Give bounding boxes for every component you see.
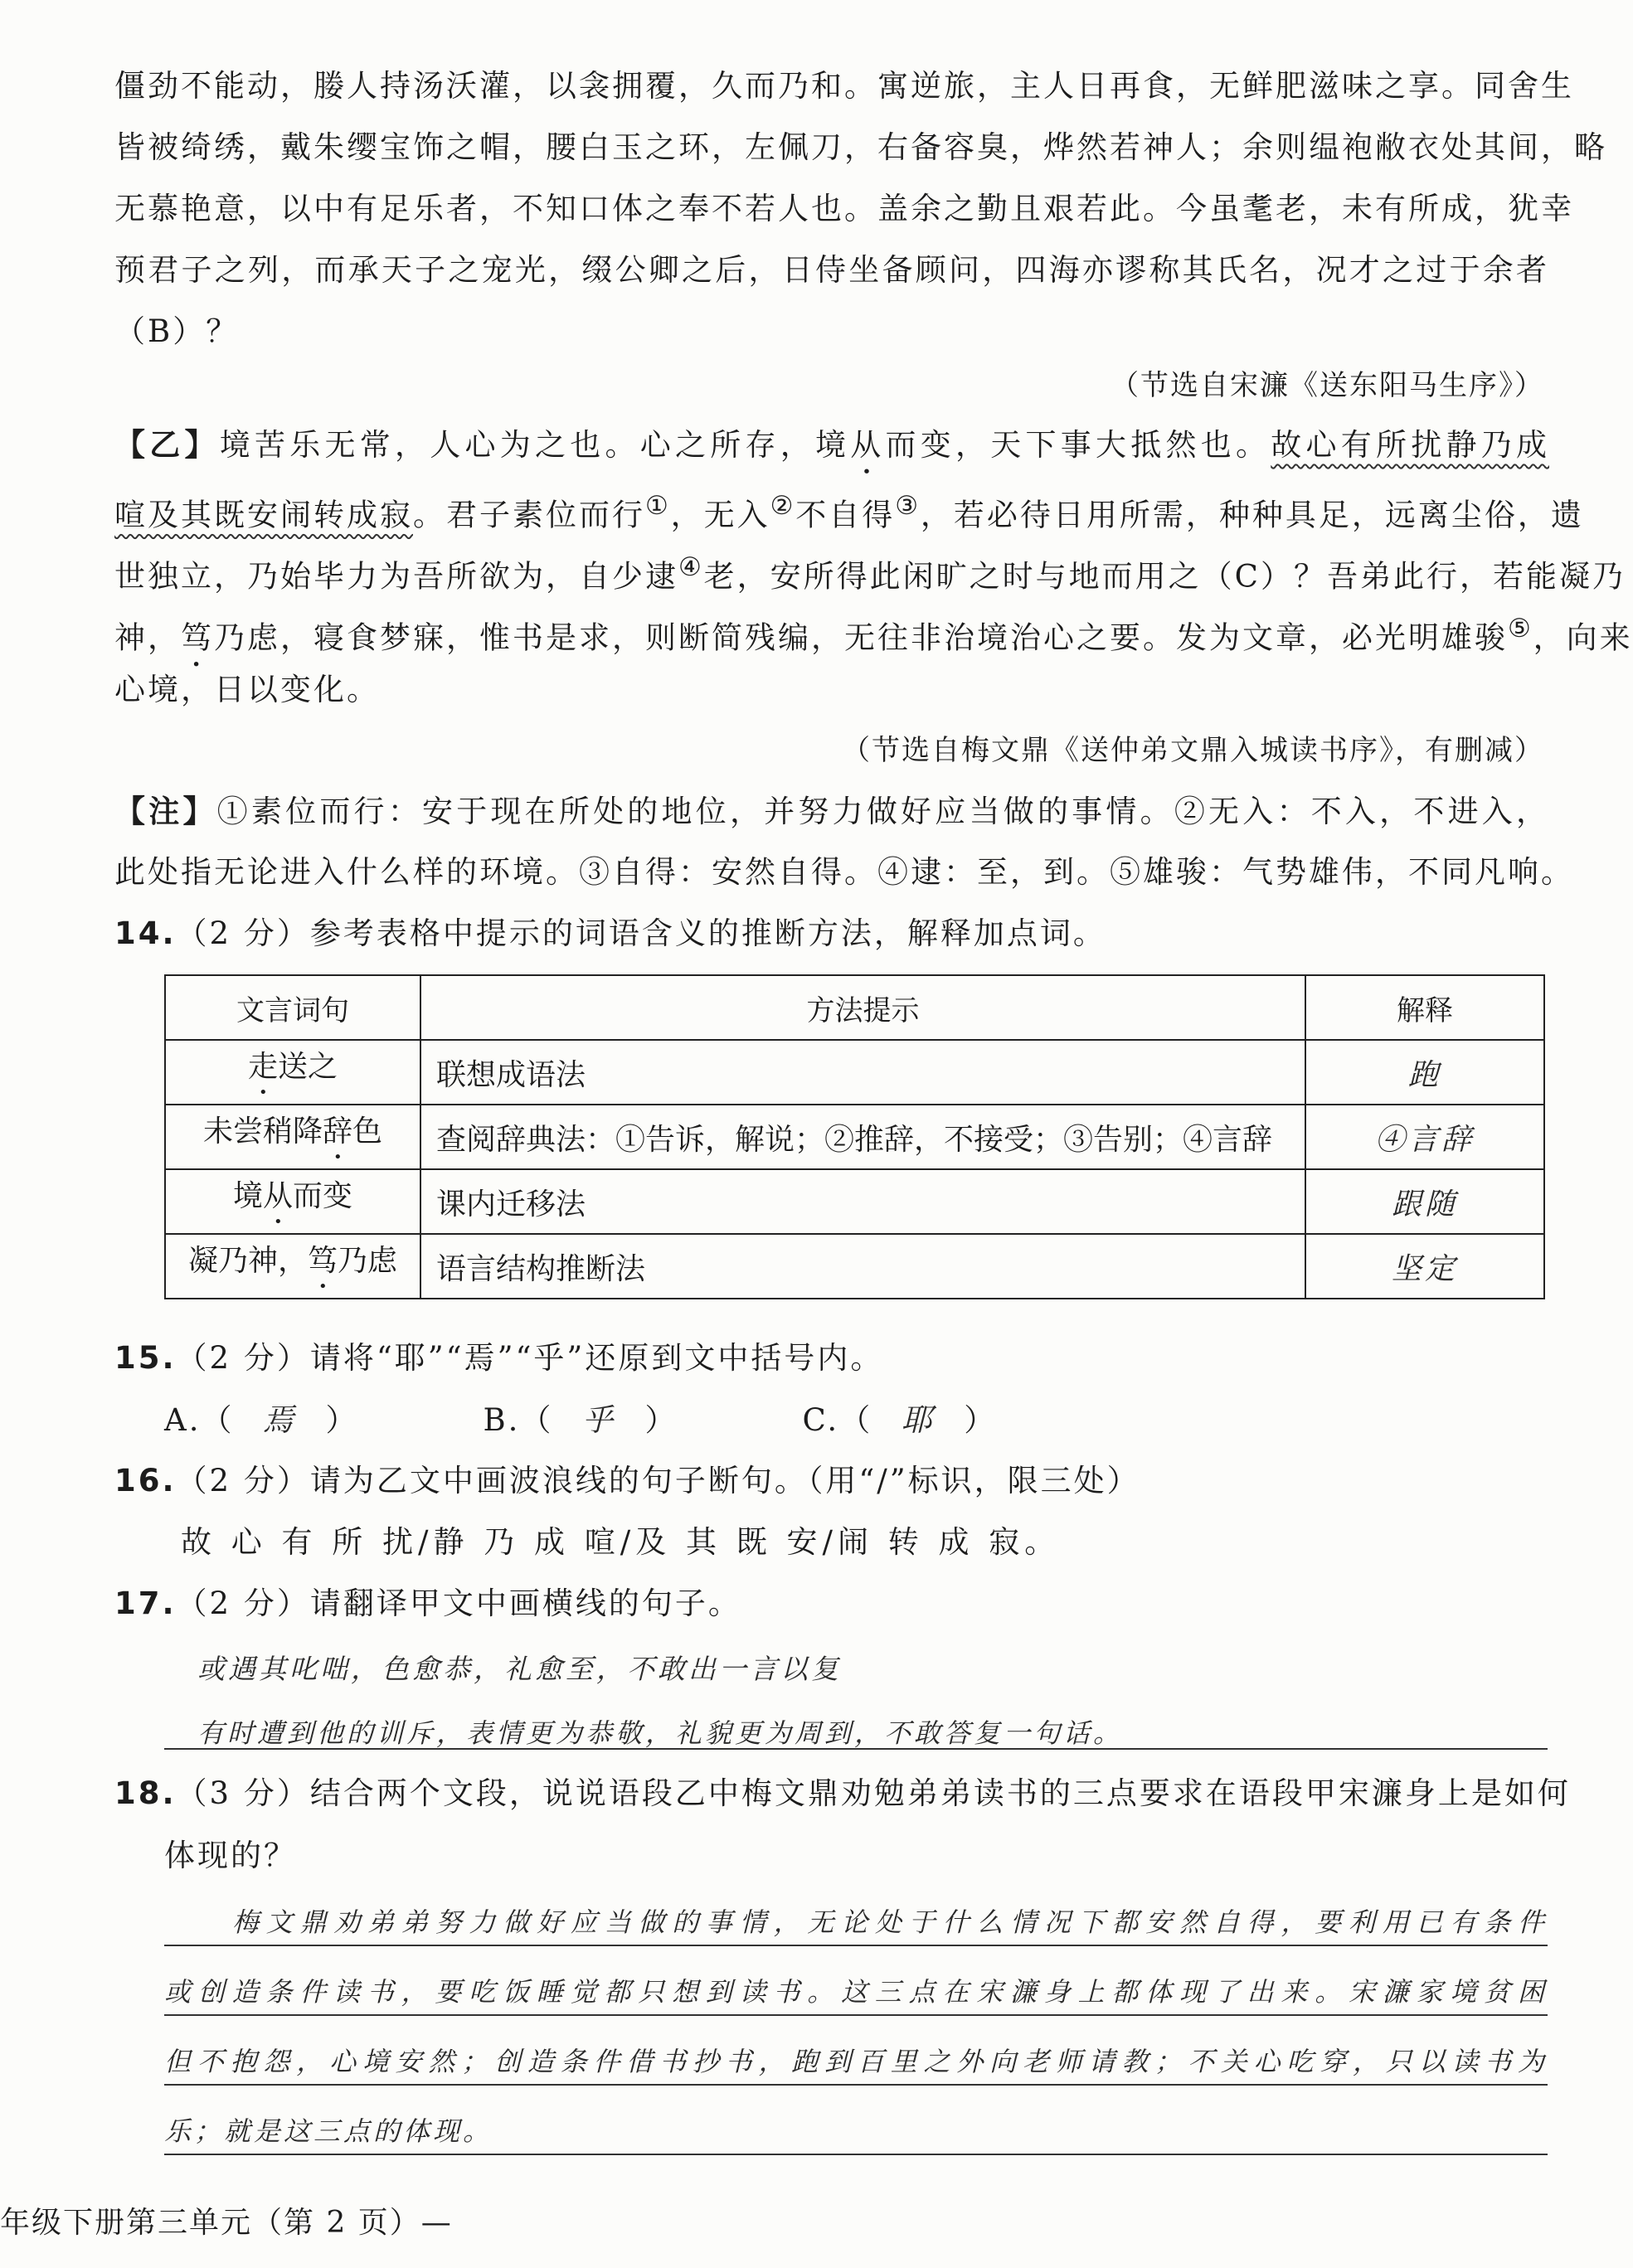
passage-yi-text: ，若必待日用所需，种种具足，远离尘俗，遗 <box>920 497 1584 533</box>
passage-yi-text: 神， <box>114 619 181 656</box>
q16-answer[interactable]: 故 心 有 所 扰/静 乃 成 喧/及 其 既 安/闹 转 成 寂。 <box>181 1524 1061 1560</box>
table-header-cell: 文言词句 <box>165 975 420 1040</box>
footnote-marker-4: ④ <box>678 552 704 582</box>
dotted-char: 笃 <box>307 1244 338 1278</box>
notes-line-1 <box>114 788 1549 835</box>
passage-yi-label: 【乙】 <box>114 426 220 463</box>
passage-yi-text: 老，安所得此闲旷之时与地而用之（C）？吾弟此行，若能凝乃 <box>703 558 1626 595</box>
passage-jia-line-4: 预君子之列，而承天子之宠光，缀公卿之后，日侍坐备顾问，四海亦谬称其氏名，况才之过于余者 <box>114 252 1549 288</box>
dotted-char: 走 <box>247 1050 278 1084</box>
phrase-text: 而变 <box>293 1179 353 1213</box>
answer-rule <box>164 2154 1548 2155</box>
passage-yi-line-5: 心境，日以变化。 <box>114 672 380 707</box>
passage-yi-text: 不自得 <box>795 497 896 533</box>
phrase-text: 境 <box>232 1179 263 1213</box>
question-number: 14. <box>114 915 177 951</box>
table-cell-method: 课内迁移法 <box>420 1169 1305 1234</box>
footnote-marker-3: ③ <box>895 491 921 521</box>
footnote-marker-1: ① <box>645 491 671 521</box>
passage-jia-line-3: 无慕艳意，以中有足乐者，不知口体之奉不若人也。盖余之勤且艰若此。今虽耄老，未有所成，犹幸 <box>114 191 1574 226</box>
table-cell-phrase <box>165 1105 420 1169</box>
table-row <box>165 1105 1544 1169</box>
q17-answer[interactable]: 有时遭到他的训斥，表情更为恭敬，礼貌更为周到，不敢答复一句话。 <box>197 1717 1124 1749</box>
table-cell-phrase <box>165 1234 420 1299</box>
table-cell-phrase <box>165 1040 420 1105</box>
dotted-char: 从 <box>262 1179 293 1213</box>
question-text: （2 分）参考表格中提示的词语含义的推断方法，解释加点词。 <box>176 915 1106 951</box>
wavy-underline-text: 喧及其既安闹转成寂 <box>114 497 413 533</box>
table-header-cell: 解释 <box>1305 975 1544 1040</box>
table-cell-answer[interactable]: ④言辞 <box>1305 1105 1544 1169</box>
option-a-label: A.（ <box>164 1402 235 1438</box>
notes-line-2: 此处指无论进入什么样的环境。③自得：安然自得。④逮：至，到。⑤雄骏：气势雄伟，不同凡响。 <box>114 854 1574 890</box>
phrase-text: 送之 <box>278 1050 338 1084</box>
q18-answer-line-2[interactable]: 或创造条件读书，要吃饭睡觉都只想到读书。这三点在宋濂身上都体现了出来。宋濂家境贫困 <box>164 1976 1548 2008</box>
table-header-row <box>165 975 1544 1040</box>
table-cell-answer[interactable]: 跟随 <box>1305 1169 1544 1234</box>
option-c-close: ） <box>964 1402 998 1438</box>
question-number: 18. <box>114 1775 177 1811</box>
phrase-text: 未尝稍降 <box>202 1115 323 1149</box>
table-header-cell: 方法提示 <box>420 975 1305 1040</box>
dotted-char: 辞 <box>322 1115 352 1149</box>
answer-rule <box>164 1945 1548 1946</box>
phrase-text: 乃虑 <box>338 1244 398 1278</box>
passage-yi-text: 。君子素位而行 <box>413 497 645 533</box>
dotted-char-cong: 从 <box>850 427 886 463</box>
passage-yi-line-3 <box>114 544 1626 600</box>
question-text: （2 分）请将“耶”“焉”“乎”还原到文中括号内。 <box>176 1340 884 1376</box>
table-cell-method: 语言结构推断法 <box>420 1234 1305 1299</box>
footnote-marker-5: ⑤ <box>1508 614 1533 643</box>
passage-yi-text: ，无入 <box>670 497 770 533</box>
dotted-char-du: 笃 <box>181 619 214 656</box>
passage-jia-line-2: 皆被绮绣，戴朱缨宝饰之帽，腰白玉之环，左佩刀，右备容臭，烨然若神人；余则缊袍敝衣处其间，略 <box>114 129 1607 165</box>
table-row <box>165 1169 1544 1234</box>
question-14 <box>114 911 1549 957</box>
q18-answer-line-4[interactable]: 乐；就是这三点的体现。 <box>164 2115 493 2147</box>
passage-yi-text: ，向来 <box>1533 619 1633 656</box>
question-17 <box>114 1581 1549 1627</box>
answer-rule <box>164 2014 1548 2016</box>
page-footer: 年级下册第三单元（第 2 页）— <box>0 2206 453 2240</box>
passage-jia-line-1: 僵劲不能动，媵人持汤沃灌，以衾拥覆，久而乃和。寓逆旅，主人日再食，无鲜肥滋味之享。同舍生 <box>114 68 1574 104</box>
question-number: 15. <box>114 1340 177 1376</box>
passage-yi-source: （节选自梅文鼎《送仲弟文鼎入城读书序》，有删减） <box>842 734 1544 767</box>
passage-jia-source: （节选自宋濂《送东阳马生序》） <box>1111 369 1544 402</box>
option-c-label: C.（ <box>802 1402 873 1438</box>
question-number: 17. <box>114 1586 177 1621</box>
passage-yi-text: 乃虑，寝食梦寐，惟书是求，则断简残编，无往非治境治心之要。发为文章，必光明雄骏 <box>214 619 1508 656</box>
table-cell-method: 查阅辞典法：①告诉，解说；②推辞，不接受；③告别；④言辞 <box>420 1105 1305 1169</box>
q14-table <box>164 974 1545 1299</box>
passage-jia-line-5: （B）？ <box>114 313 240 349</box>
passage-yi-text: 世独立，乃始毕力为吾所欲为，自少逮 <box>114 558 678 595</box>
passage-yi-text: 而变，天下事大抵然也。 <box>885 427 1271 463</box>
question-number: 16. <box>114 1463 177 1498</box>
option-a-answer[interactable]: 焉 <box>262 1402 297 1438</box>
footnote-marker-2: ② <box>770 491 796 521</box>
notes-text: ①素位而行：安于现在所处的地位，并努力做好应当做的事情。②无入：不入，不进入， <box>216 794 1550 829</box>
question-text: （2 分）请为乙文中画波浪线的句子断句。（用“/”标识，限三处） <box>176 1463 1140 1498</box>
option-c-answer[interactable]: 耶 <box>901 1402 936 1438</box>
question-18-cont: 体现的？ <box>164 1838 297 1873</box>
passage-yi-line-2 <box>114 483 1584 538</box>
question-16 <box>114 1458 1549 1504</box>
table-row <box>165 1234 1544 1299</box>
option-b-label: B.（ <box>483 1402 554 1438</box>
q18-answer-line-3[interactable]: 但不抱怨，心境安然；创造条件借书抄书，跑到百里之外向老师请教；不关心吃穿，只以读书为 <box>164 2046 1548 2077</box>
notes-label: 【注】 <box>114 793 217 829</box>
question-15 <box>114 1335 1549 1382</box>
answer-rule <box>164 2084 1548 2086</box>
option-a-close: ） <box>325 1402 359 1438</box>
table-row <box>165 1040 1544 1105</box>
wavy-underline-text: 故心有所扰静乃成 <box>1271 427 1549 463</box>
passage-yi-text: 境苦乐无常，人心为之也。心之所存，境 <box>219 427 851 463</box>
q18-answer-line-1[interactable]: 梅文鼎劝弟弟努力做好应当做的事情，无论处于什么情况下都安然自得，要利用已有条件 <box>232 1906 1548 1938</box>
passage-yi-line-4 <box>114 605 1633 673</box>
option-b-close: ） <box>644 1402 678 1438</box>
question-text: （3 分）结合两个文段，说说语段乙中梅文鼎劝勉弟弟读书的三点要求在语段甲宋濂身上是如何 <box>176 1775 1571 1811</box>
table-cell-answer[interactable]: 跑 <box>1305 1040 1544 1105</box>
phrase-text: 色 <box>352 1115 383 1149</box>
phrase-text: 凝乃神， <box>187 1244 308 1278</box>
table-cell-method: 联想成语法 <box>420 1040 1305 1105</box>
q17-sentence: 或遇其叱咄，色愈恭，礼愈至，不敢出一言以复 <box>197 1653 842 1685</box>
question-text: （2 分）请翻译甲文中画横线的句子。 <box>176 1586 741 1621</box>
table-cell-answer[interactable]: 坚定 <box>1305 1234 1544 1299</box>
answer-rule <box>164 1748 1548 1750</box>
option-b-answer[interactable]: 乎 <box>581 1402 616 1438</box>
question-18 <box>114 1770 1571 1817</box>
q15-answers <box>164 1397 1491 1444</box>
passage-yi-line-1 <box>114 421 1549 481</box>
table-cell-phrase <box>165 1169 420 1234</box>
